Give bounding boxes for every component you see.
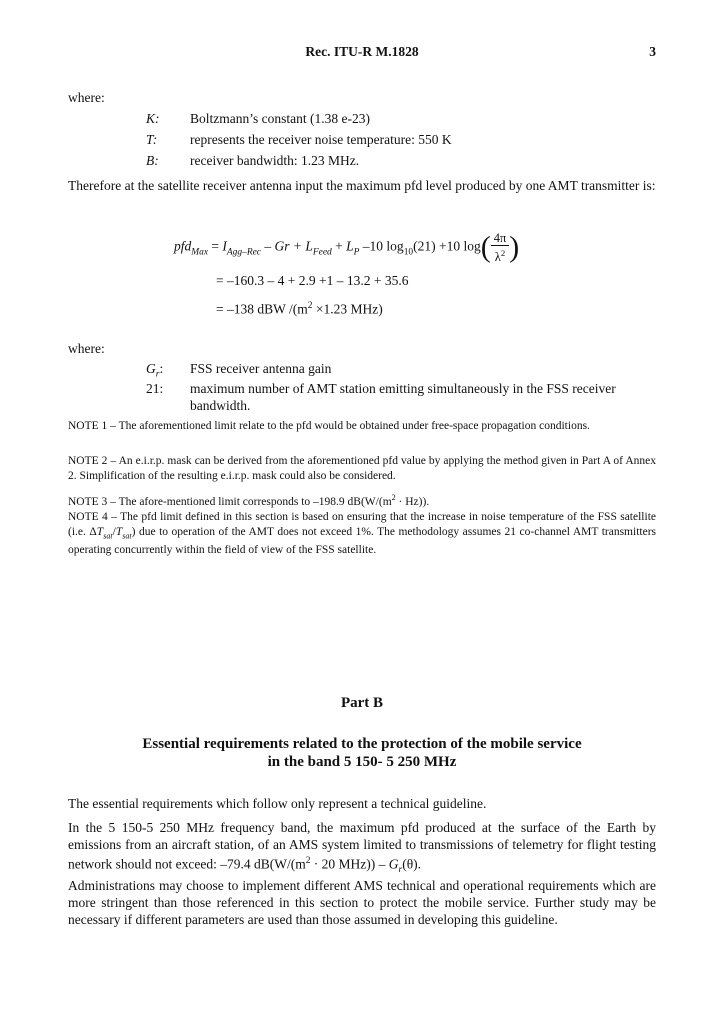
right-paren-icon: ) [509, 230, 520, 264]
page-number: 3 [649, 44, 656, 59]
eq-pfd-sub: Max [191, 247, 209, 258]
left-paren-icon: ( [480, 230, 491, 264]
definition-text: FSS receiver antenna gain [190, 361, 332, 376]
therefore-paragraph: Therefore at the satellite receiver antenna input the maximum pfd level produced by one AMT transmitter is: [68, 178, 656, 193]
eq-gr: – Gr + [261, 238, 306, 254]
eq-fraction [491, 231, 510, 264]
eq-i-sub: Agg–Rec [226, 247, 261, 258]
note-2: NOTE 2 – An e.i.r.p. mask can be derived from the aforementioned pfd value by applying the method given in Part A of Annex 2. Simplification of the resulting e.i.r.p. mask could also be considered. [68, 455, 656, 482]
pfd-equation-line3 [216, 298, 383, 318]
pfd-equation-line1 [174, 231, 519, 264]
section-heading-line2: in the band 5 150- 5 250 MHz [267, 754, 457, 770]
part-title: Part B [340, 695, 384, 711]
eq-log10: –10 log [359, 238, 404, 254]
definition-symbol: T: [146, 132, 158, 147]
eq-frac-den: λ [494, 250, 501, 265]
eq-line3-b: ×1.23 MHz) [312, 301, 383, 317]
eq-frac-den-wrap [491, 246, 510, 264]
eq-log-sub: 10 [403, 247, 414, 258]
pfd-equation-line2: = –160.3 – 4 + 2.9 +1 – 13.2 + 35.6 [216, 273, 409, 288]
eq-log-tail: (21) +10 log [413, 238, 481, 254]
eq-lp: L [346, 238, 354, 254]
definition-symbol: B: [146, 153, 159, 168]
definition-text: represents the receiver noise temperature: 550 K [190, 132, 452, 147]
note-3: NOTE 3 – The afore-mentioned limit corresponds to –198.9 $dB(W/(m^2 \cdot Hz))$. [68, 493, 430, 508]
where-label-1: where: [68, 90, 105, 105]
eq-frac-den-sup: 2 [500, 248, 506, 258]
eq-i: I [222, 238, 227, 254]
note-1: NOTE 1 – The aforementioned limit relate to the pfd would be obtained under free-space propagation conditions. [68, 420, 590, 432]
paragraph-pfd-limit: In the 5 150-5 250 MHz frequency band, the maximum pfd produced at the surface of the Earth by emissions from an aircraft station, of an AMS system limited to transmissions of telemetry for flight testing network should not exceed: –79.4 $dB(W/(m^2 \cdot 20$ $MHz)) - G_r(\theta)$. [68, 820, 656, 876]
definition-symbol: $G_r$: [146, 361, 164, 380]
eq-equals: = [208, 238, 223, 254]
definition-text: maximum number of AMT station emitting simultaneously in the FSS receiver bandwidth. [190, 381, 616, 413]
section-heading-line1: Essential requirements related to the protection of the mobile service [142, 736, 582, 752]
note-4: NOTE 4 – The pfd limit defined in this section is based on ensuring that the increase in noise temperature of the FSS satellite (i.e. $\Delta T_{sat}/T_{sat}$) due to operation of the AMT does not exceed 1%. The methodology assumes 21 co-channel AMT transmitters operating concurrently within the field of view of the FSS satellite. [68, 511, 656, 557]
eq-lp-sub: P [353, 247, 360, 258]
eq-frac-num: 4π [491, 231, 510, 246]
paragraph-administrations: Administrations may choose to implement different AMS technical and operational requirements which are more stringent than those referenced in this section to protect the mobile service. Further study may be necessary if different parameters are used than those assumed in developing this guideline. [68, 878, 656, 927]
running-header-title: Rec. ITU-R M.1828 [305, 44, 419, 59]
where-label-2: where: [68, 341, 105, 356]
definition-symbol: 21: [146, 381, 164, 396]
definition-text: Boltzmann’s constant (1.38 e-23) [190, 111, 370, 126]
eq-line3-sup: 2 [307, 301, 313, 311]
eq-pfd: pfd [174, 238, 192, 254]
eq-lfeed: L [305, 238, 313, 254]
eq-lfeed-sub: Feed [312, 247, 332, 258]
eq-plus: + [331, 238, 347, 254]
definition-symbol: K: [146, 111, 160, 126]
eq-line3-a: = –138 dBW /(m [216, 301, 308, 317]
paragraph-guideline: The essential requirements which follow only represent a technical guideline. [68, 796, 487, 811]
definition-text: receiver bandwidth: 1.23 MHz. [190, 153, 360, 168]
